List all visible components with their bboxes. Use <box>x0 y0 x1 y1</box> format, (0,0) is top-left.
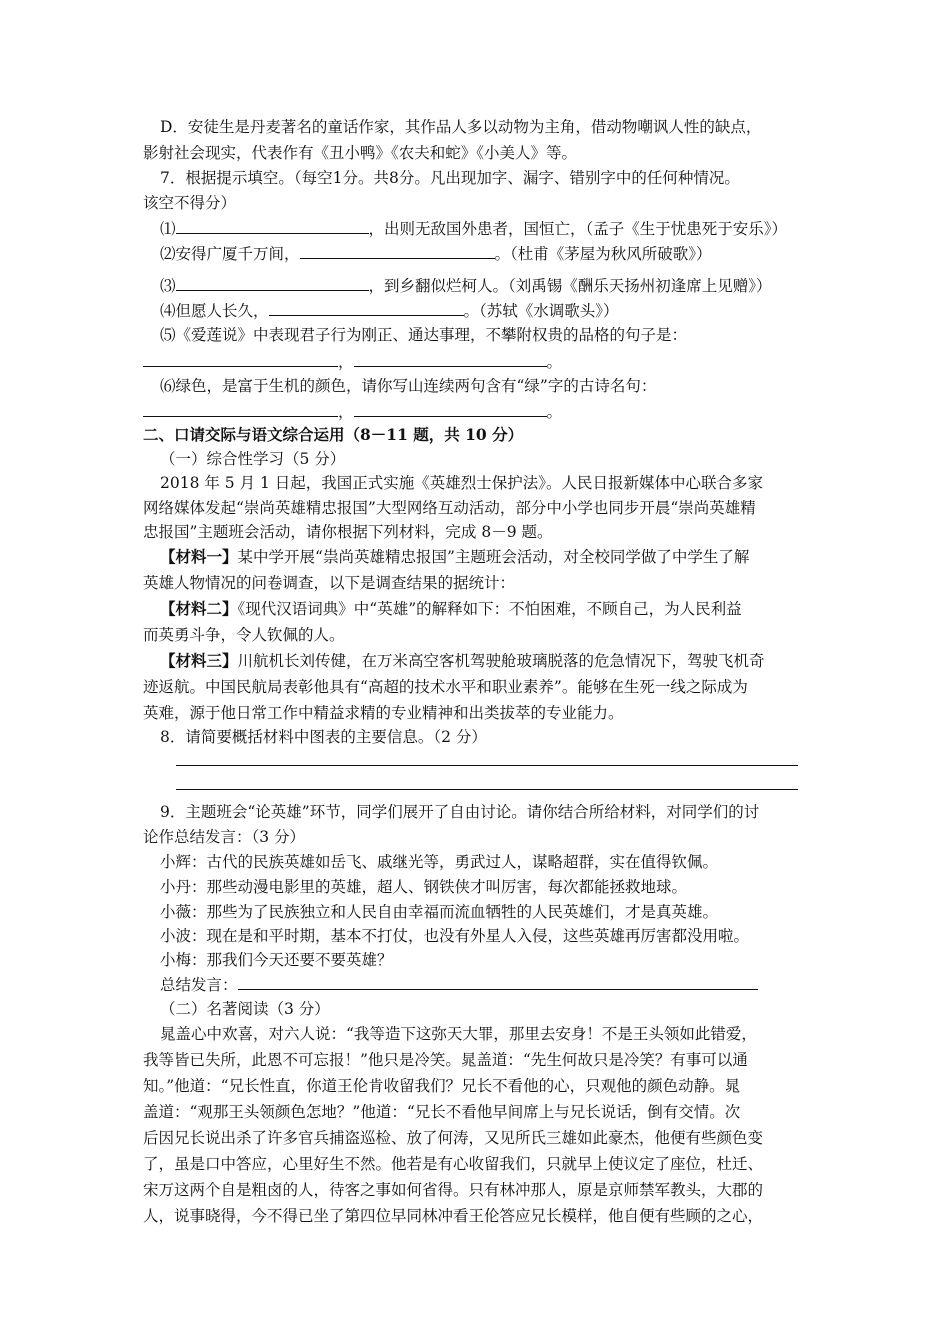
summary-label: 总结发言： <box>160 976 238 994</box>
intro-line-3: 忠报国”主题班会活动，请你根据下列材料，完成 8－9 题。 <box>143 523 553 541</box>
subsection-1-heading: （一）综合性学习（5 分） <box>160 450 346 468</box>
answer-blank[interactable] <box>354 350 547 367</box>
passage-line: 宋万这两个自是粗卤的人，待客之事如何省得。只有林冲那人，原是京师禁军教头，大郡的 <box>143 1181 764 1199</box>
material-1-line-2: 英雄人物情况的问卷调查，以下是调查结果的据统计： <box>143 574 516 592</box>
answer-blank[interactable] <box>143 400 338 417</box>
answer-blank[interactable] <box>300 242 495 259</box>
q7-item-3-num: ⑶ <box>160 277 176 295</box>
material-3-line-2: 迹返航。中国民航局表彰他具有“高超的技术水平和职业素养”。能够在生死一线之际成为 <box>143 678 748 696</box>
section-2-heading: 二、口请交际与语文综合运用（8－11 题，共 10 分） <box>143 425 524 444</box>
q9-prompt-line-1: 9．主题班会“论英雄”环节，同学们展开了自由讨论。请你结合所给材料，对同学们的讨 <box>160 803 760 821</box>
q7-item-5-answer <box>143 350 562 373</box>
q7-prompt-line-1: 7．根据提示填空。（每空1分。共8分。凡出现加字、漏字、错别字中的任何种情况。 <box>160 169 740 187</box>
q7-item-1-text: ，出则无敌国外患者，国恒亡，（孟子《生于忧患死于安乐》） <box>368 220 788 238</box>
option-d-line-2: 影射社会现实，代表作有《丑小鸭》《农夫和蛇》《小美人》等。 <box>143 144 578 162</box>
passage-line: 晁盖心中欢喜，对六人说：“我等造下这弥天大罪，那里去安身！不是王头领如此错爱， <box>160 1025 757 1043</box>
material-3-line-1 <box>160 650 765 672</box>
q7-item-2 <box>160 242 712 265</box>
speaker-line: 小辉：古代的民族英雄如岳飞、戚继光等，勇武过人，谋略超群，实在值得钦佩。 <box>160 853 719 871</box>
q7-item-6-answer <box>143 400 562 423</box>
q7-item-4-source: 。（苏轼《水调歌头》） <box>463 302 619 320</box>
material-1-line-1 <box>160 546 749 568</box>
summary-row <box>160 973 758 996</box>
q7-item-3 <box>160 274 772 297</box>
q8-prompt: 8．请简要概括材料中图表的主要信息。（2 分） <box>160 728 487 746</box>
speaker-line: 小薇：那些为了民族独立和人民自由幸福而流血牺牲的人民英雄们，才是真英雄。 <box>160 903 719 921</box>
q7-item-2-source: 。（杜甫《茅屋为秋风所破歌》） <box>494 245 712 263</box>
q7-item-3-text: ，到乡翻似烂柯人。（刘禹锡《酬乐天扬州初逢席上见赠》） <box>368 277 772 295</box>
period: 。 <box>546 403 563 421</box>
q9-prompt-line-2: 论作总结发言：（3 分） <box>143 828 306 846</box>
comma: ， <box>338 353 354 371</box>
comma: ， <box>338 403 354 421</box>
option-d-line-1: D．安徒生是丹麦著名的童话作家，其作品人多以动物为主角，借动物嘲讽人性的缺点， <box>160 118 762 136</box>
q7-prompt-line-2: 该空不得分） <box>143 194 237 212</box>
speaker-line: 小丹：那些动漫电影里的英雄，超人、钢铁侠才叫厉害，每次都能拯救地球。 <box>160 878 688 896</box>
speaker-line: 小梅：那我们今天还要不要英雄？ <box>160 951 393 969</box>
answer-blank[interactable] <box>269 299 464 316</box>
passage-line: 盖道：“观那王头领颜色怎地？”他道：“兄长不看他早间席上与兄长说话，倒有交情。次 <box>143 1103 741 1121</box>
material-2-line-2: 而英勇斗争，令人钦佩的人。 <box>143 626 345 644</box>
passage-line: 后因兄长说出杀了许多官兵捕盗巡检、放了何涛，又见所氏三雄如此豪杰，他便有些颜色变 <box>143 1129 764 1147</box>
speaker-line: 小波：现在是和平时期，基本不打仗，也没有外星人入侵，这些英雄再厉害都没用啦。 <box>160 927 750 945</box>
answer-blank[interactable] <box>176 274 369 291</box>
q7-item-4-text: ⑷但愿人长久， <box>160 302 269 320</box>
q7-item-2-text: ⑵安得广厦千万间， <box>160 245 300 263</box>
answer-blank[interactable] <box>354 400 547 417</box>
material-3-tag: 【材料三】 <box>160 651 238 670</box>
passage-line: 知。”他道：“兄长性直，你道王伦肯收留我们？兄长不看他的心，只观他的颜色动静。晁 <box>143 1077 741 1095</box>
passage-line: 了，虽是口中答应，心里好生不然。他若是有心收留我们，只就早上使议定了座位，杜迁、 <box>143 1155 764 1173</box>
period: 。 <box>546 353 563 371</box>
intro-line-2: 网络媒体发起“崇尚英雄精忠报国”大型网络互动活动，部分中小学也同步开晨“崇尚英雄精 <box>143 499 756 517</box>
material-2-tag: 【材料二】 <box>160 599 238 618</box>
material-3-text: 川航机长刘传健，在万米高空客机驾驶舱玻璃脱落的危急情况下，驾驶飞机奇 <box>237 652 765 670</box>
q7-item-4 <box>160 299 619 322</box>
q7-item-1 <box>160 217 787 240</box>
answer-blank[interactable] <box>176 217 369 234</box>
material-3-line-3: 英难，源于他日常工作中精益求精的专业精神和出类拔萃的专业能力。 <box>143 704 624 722</box>
material-2-line-1 <box>160 598 742 620</box>
intro-line-1: 2018 年 5 月 1 日起，我国正式实施《英雄烈士保护法》。人民日报新媒体中心联合多家 <box>160 474 764 492</box>
q7-item-5-prompt: ⑸《爱莲说》中表现君子行为刚正、通达事理，不攀附权贵的品格的句子是： <box>160 326 688 344</box>
material-1-text: 某中学开展“祟尚英雄精忠报国”主题班会活动，对全校同学做了中学生了解 <box>237 548 750 566</box>
subsection-2-heading: （二）名著阅读（3 分） <box>160 1000 330 1018</box>
summary-blank[interactable] <box>238 973 758 990</box>
answer-blank[interactable] <box>143 350 338 367</box>
material-1-tag: 【材料一】 <box>160 547 238 566</box>
answer-line[interactable] <box>176 789 798 790</box>
answer-line[interactable] <box>176 765 798 766</box>
passage-line: 人，说事晓得，今不得已坐了第四位早同林冲看王伦答应兄长模样，他自便有些顾的之心， <box>143 1207 764 1225</box>
material-2-text: 《现代汉语词典》中“英雄”的解释如下：不怕困难，不顾自己，为人民利益 <box>237 600 742 618</box>
passage-line: 我等皆已失所，此恩不可忘报！”他只是冷笑。晁盖道：“先生何故只是冷笑？有事可以通 <box>143 1051 748 1069</box>
q7-item-6-prompt: ⑹绿色，是富于生机的颜色，请你写山连续两句含有“绿”字的古诗名句： <box>160 377 657 395</box>
q7-item-1-num: ⑴ <box>160 220 176 238</box>
